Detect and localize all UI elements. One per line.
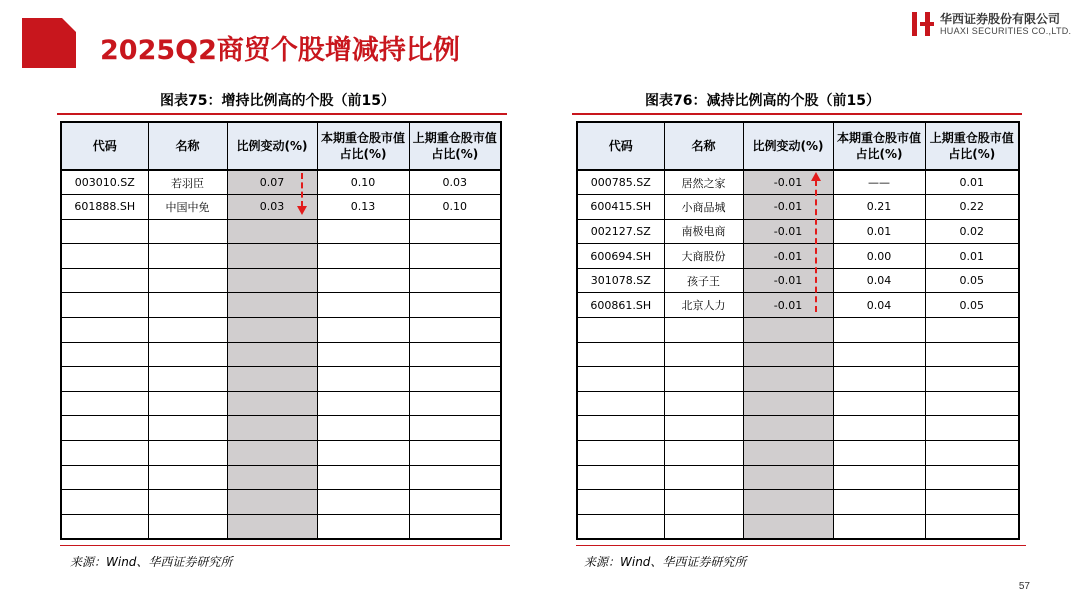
table-cell: [833, 514, 925, 539]
column-header: 代码: [577, 122, 664, 170]
table-cell: [148, 219, 227, 244]
table-cell: [664, 441, 743, 466]
table-cell: [409, 293, 501, 318]
table-cell: [743, 441, 833, 466]
table-cell: [409, 465, 501, 490]
table-cell: [227, 465, 317, 490]
table-cell: [227, 367, 317, 392]
table-cell: [61, 514, 148, 539]
table-cell: 000785.SZ: [577, 170, 664, 195]
column-header: 代码: [61, 122, 148, 170]
table-cell: [833, 416, 925, 441]
table-row: [577, 441, 1019, 466]
table-cell: [148, 367, 227, 392]
table-cell: [409, 342, 501, 367]
table-cell: [227, 219, 317, 244]
table-cell: 0.00: [833, 244, 925, 269]
right-source-rule: [576, 545, 1026, 546]
table-cell: [925, 367, 1019, 392]
table-cell: -0.01: [743, 195, 833, 220]
decrease-holdings-table: [576, 121, 1020, 540]
table-row: [577, 465, 1019, 490]
table-cell: [743, 416, 833, 441]
column-header: 上期重仓股市值占比(%): [409, 122, 501, 170]
table-cell: [317, 342, 409, 367]
table-row: [577, 367, 1019, 392]
table-cell: [61, 490, 148, 515]
table-cell: [577, 514, 664, 539]
left-title-rule: [57, 113, 507, 115]
table-cell: [925, 318, 1019, 343]
left-source-rule: [60, 545, 510, 546]
table-header-row: [61, 122, 501, 170]
table-cell: [925, 416, 1019, 441]
table-cell: [743, 391, 833, 416]
column-header: 比例变动(%): [227, 122, 317, 170]
table-cell: 600861.SH: [577, 293, 664, 318]
table-cell: [833, 318, 925, 343]
table-row: [577, 170, 1019, 195]
table-cell: [148, 441, 227, 466]
table-cell: [227, 342, 317, 367]
table-cell: -0.01: [743, 293, 833, 318]
table-cell: 0.04: [833, 293, 925, 318]
table-cell: 0.01: [833, 219, 925, 244]
logo-cn-name: 华西证券股份有限公司: [940, 12, 1061, 26]
table-cell: 0.21: [833, 195, 925, 220]
table-cell: 600694.SH: [577, 244, 664, 269]
table-cell: [577, 367, 664, 392]
table-cell: [148, 465, 227, 490]
table-row: [577, 195, 1019, 220]
column-header: 比例变动(%): [743, 122, 833, 170]
table-cell: [227, 391, 317, 416]
table-row: [577, 514, 1019, 539]
table-row: [577, 244, 1019, 269]
left-table-title: 图表75：增持比例高的个股（前15）: [160, 93, 395, 109]
table-cell: 601888.SH: [61, 195, 148, 220]
table-cell: [577, 391, 664, 416]
table-cell: 0.03: [409, 170, 501, 195]
column-header: 本期重仓股市值占比(%): [317, 122, 409, 170]
table-row: [61, 318, 501, 343]
table-cell: [317, 441, 409, 466]
table-cell: [577, 416, 664, 441]
table-cell: [833, 367, 925, 392]
table-cell: 0.05: [925, 268, 1019, 293]
table-cell: [61, 268, 148, 293]
table-cell: [925, 465, 1019, 490]
table-cell: [833, 490, 925, 515]
table-cell: [833, 342, 925, 367]
decrease-trend-arrow-icon: [811, 172, 821, 312]
table-cell: 0.13: [317, 195, 409, 220]
table-row: [577, 293, 1019, 318]
table-row: [61, 416, 501, 441]
table-row: [61, 465, 501, 490]
table-header-row: [577, 122, 1019, 170]
table-cell: [148, 342, 227, 367]
table-cell: [409, 268, 501, 293]
table-cell: [743, 318, 833, 343]
table-cell: [317, 244, 409, 269]
company-logo: [912, 10, 1072, 38]
table-cell: [577, 342, 664, 367]
table-cell: [409, 367, 501, 392]
table-cell: [227, 318, 317, 343]
table-cell: [409, 219, 501, 244]
table-cell: [148, 490, 227, 515]
table-cell: [577, 318, 664, 343]
table-row: [61, 244, 501, 269]
table-cell: [227, 268, 317, 293]
table-cell: 中国中免: [148, 195, 227, 220]
table-cell: [148, 244, 227, 269]
table-cell: [148, 293, 227, 318]
table-row: [61, 367, 501, 392]
table-cell: 0.10: [317, 170, 409, 195]
table-row: [577, 490, 1019, 515]
table-cell: [925, 342, 1019, 367]
table-row: [61, 219, 501, 244]
table-cell: [61, 416, 148, 441]
title-accent-block: [22, 18, 76, 68]
table-cell: [61, 318, 148, 343]
table-cell: 0.01: [925, 170, 1019, 195]
table-cell: 600415.SH: [577, 195, 664, 220]
table-cell: [664, 367, 743, 392]
table-cell: -0.01: [743, 268, 833, 293]
table-cell: 0.03: [227, 195, 317, 220]
table-cell: 北京人力: [664, 293, 743, 318]
table-cell: 0.01: [925, 244, 1019, 269]
table-row: [577, 342, 1019, 367]
table-cell: [409, 441, 501, 466]
table-row: [61, 195, 501, 220]
table-cell: 301078.SZ: [577, 268, 664, 293]
right-source-note: 来源：Wind、华西证券研究所: [584, 555, 747, 569]
table-cell: [148, 318, 227, 343]
table-cell: [833, 391, 925, 416]
table-row: [577, 219, 1019, 244]
table-cell: 孩子王: [664, 268, 743, 293]
table-row: [61, 293, 501, 318]
column-header: 名称: [148, 122, 227, 170]
table-cell: [577, 465, 664, 490]
left-source-note: 来源：Wind、华西证券研究所: [70, 555, 233, 569]
table-cell: [925, 391, 1019, 416]
table-cell: [409, 318, 501, 343]
column-header: 上期重仓股市值占比(%): [925, 122, 1019, 170]
huaxi-logo-icon: [912, 12, 934, 36]
table-row: [577, 268, 1019, 293]
table-cell: 0.10: [409, 195, 501, 220]
table-cell: [227, 416, 317, 441]
table-cell: [833, 465, 925, 490]
table-cell: 居然之家: [664, 170, 743, 195]
table-cell: [61, 441, 148, 466]
table-cell: [409, 244, 501, 269]
table-cell: [925, 514, 1019, 539]
table-cell: [664, 342, 743, 367]
table-cell: [743, 514, 833, 539]
table-cell: [409, 416, 501, 441]
table-row: [61, 514, 501, 539]
table-cell: [664, 391, 743, 416]
table-cell: [317, 219, 409, 244]
right-table-title: 图表76：减持比例高的个股（前15）: [645, 93, 880, 109]
table-cell: [148, 514, 227, 539]
table-cell: [148, 416, 227, 441]
table-cell: [664, 490, 743, 515]
table-cell: 若羽臣: [148, 170, 227, 195]
table-cell: [664, 514, 743, 539]
table-cell: [148, 391, 227, 416]
table-cell: [61, 391, 148, 416]
table-cell: [317, 465, 409, 490]
table-row: [577, 416, 1019, 441]
table-cell: [577, 441, 664, 466]
page-number: 57: [1018, 581, 1030, 592]
table-cell: 002127.SZ: [577, 219, 664, 244]
increase-holdings-table: [60, 121, 502, 540]
table-cell: [664, 465, 743, 490]
table-cell: [317, 268, 409, 293]
table-cell: [664, 318, 743, 343]
table-cell: 003010.SZ: [61, 170, 148, 195]
table-cell: 大商股份: [664, 244, 743, 269]
table-cell: [317, 416, 409, 441]
table-cell: [61, 244, 148, 269]
table-cell: [317, 490, 409, 515]
table-cell: -0.01: [743, 219, 833, 244]
table-cell: [61, 342, 148, 367]
table-row: [61, 342, 501, 367]
table-cell: [227, 490, 317, 515]
table-cell: [61, 219, 148, 244]
table-cell: 0.02: [925, 219, 1019, 244]
table-row: [61, 170, 501, 195]
table-cell: [577, 490, 664, 515]
table-cell: [925, 441, 1019, 466]
table-cell: [409, 490, 501, 515]
table-row: [577, 318, 1019, 343]
table-cell: [833, 441, 925, 466]
table-cell: [409, 514, 501, 539]
table-cell: [227, 514, 317, 539]
table-cell: [148, 268, 227, 293]
table-cell: -0.01: [743, 244, 833, 269]
table-cell: [227, 441, 317, 466]
logo-en-name: HUAXI SECURITIES CO.,LTD.: [940, 26, 1072, 36]
table-cell: [743, 465, 833, 490]
table-cell: [227, 293, 317, 318]
page-title: 2025Q2商贸个股增减持比例: [100, 35, 460, 66]
table-cell: 0.05: [925, 293, 1019, 318]
table-cell: [317, 293, 409, 318]
table-row: [577, 391, 1019, 416]
column-header: 名称: [664, 122, 743, 170]
table-cell: 0.04: [833, 268, 925, 293]
table-cell: 0.22: [925, 195, 1019, 220]
column-header: 本期重仓股市值占比(%): [833, 122, 925, 170]
right-title-rule: [572, 113, 1022, 115]
increase-trend-arrow-icon: [297, 173, 307, 215]
table-cell: -0.01: [743, 170, 833, 195]
table-cell: [61, 367, 148, 392]
table-cell: [61, 293, 148, 318]
table-cell: [925, 490, 1019, 515]
table-cell: 小商品城: [664, 195, 743, 220]
table-cell: [317, 391, 409, 416]
table-cell: [743, 342, 833, 367]
table-cell: [409, 391, 501, 416]
table-row: [61, 391, 501, 416]
table-cell: [317, 318, 409, 343]
table-cell: ——: [833, 170, 925, 195]
table-cell: [743, 490, 833, 515]
table-cell: 0.07: [227, 170, 317, 195]
table-row: [61, 268, 501, 293]
table-cell: [61, 465, 148, 490]
table-row: [61, 490, 501, 515]
table-cell: [317, 367, 409, 392]
table-cell: [227, 244, 317, 269]
table-cell: [317, 514, 409, 539]
table-cell: [664, 416, 743, 441]
table-cell: 南极电商: [664, 219, 743, 244]
table-row: [61, 441, 501, 466]
table-cell: [743, 367, 833, 392]
